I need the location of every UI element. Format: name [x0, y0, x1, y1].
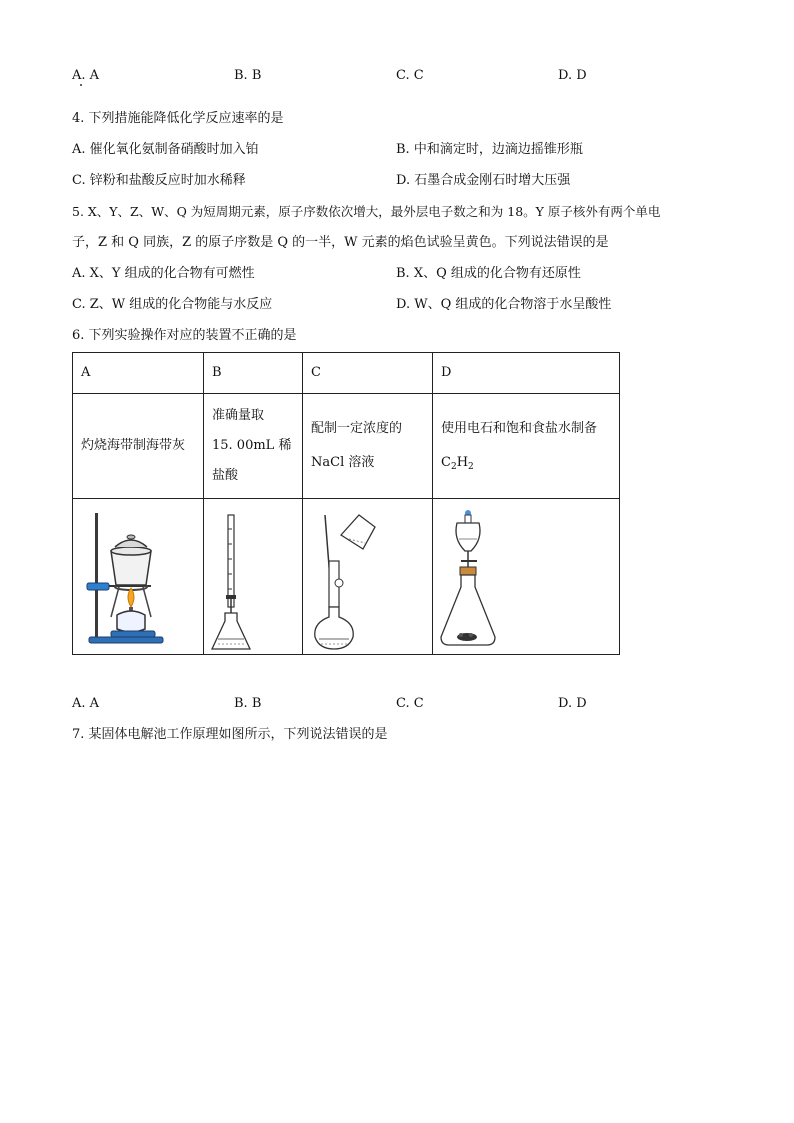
q6-option-a: A. A: [72, 696, 100, 711]
q5-option-d: D. W、Q 组成的化合物溶于水呈酸性: [396, 297, 612, 312]
formula-c-sub: 2: [450, 461, 457, 472]
formula-h-sub: 2: [468, 461, 474, 472]
q3-option-c: C. C: [396, 68, 424, 83]
q6-desc-a: [73, 394, 204, 499]
q6-apparatus-d: [433, 499, 620, 655]
q5-option-b: B. X、Q 组成的化合物有还原性: [396, 266, 581, 281]
q4-option-a: A. 催化氧化氨制备硝酸时加入铂: [72, 142, 259, 157]
q6-header-d: D: [433, 353, 620, 394]
q4-option-b: B. 中和滴定时，边滴边摇锥形瓶: [396, 142, 583, 157]
q4-option-d: D. 石墨合成金刚石时增大压强: [396, 173, 571, 188]
q6-apparatus-row: [73, 499, 620, 655]
volumetric-flask-icon: [303, 499, 432, 654]
q6-desc-d: [433, 394, 620, 499]
burette-flask-icon: [204, 499, 302, 654]
q3-option-a: A. A: [72, 68, 100, 83]
q6-header-row: [73, 353, 620, 394]
q3-options: [72, 68, 732, 84]
q6-desc-c-line2: NaCl 溶液: [311, 455, 375, 470]
q6-description-row: [73, 394, 620, 499]
formula-c: C: [441, 454, 451, 470]
q4-stem: 4. 下列措施能降低化学反应速率的是: [72, 111, 284, 126]
q5-option-a: A. X、Y 组成的化合物有可燃性: [72, 266, 255, 281]
q6-header-b: B: [204, 353, 303, 394]
q6-stem: 6. 下列实验操作对应的装置不正确的是: [72, 328, 297, 343]
q6-desc-b-line2: 15. 00mL 稀: [212, 438, 292, 453]
q3-option-d: D. D: [558, 68, 587, 83]
q6-options: [72, 696, 732, 712]
q6-apparatus-a: [73, 499, 204, 655]
q6-desc-d-text: 使用电石和饱和食盐水制备: [441, 420, 598, 436]
q6-apparatus-c: [303, 499, 433, 655]
q5-option-c: C. Z、W 组成的化合物能与水反应: [72, 297, 273, 312]
q7-stem: 7. 某固体电解池工作原理如图所示，下列说法错误的是: [72, 727, 388, 742]
q6-desc-b: [204, 394, 303, 499]
q6-desc-c: [303, 394, 433, 499]
q5-stem-line1: 5. X、Y、Z、W、Q 为短周期元素，原子序数依次增大，最外层电子数之和为 18。Y 原子核外有两个单电: [72, 204, 661, 219]
q6-desc-d-formula: [441, 446, 619, 481]
q5-stem-line2: 子，Z 和 Q 同族，Z 的原子序数是 Q 的一半，W 元素的焰色试验呈黄色。下列说法错误的是: [72, 235, 609, 250]
q6-desc-b-line3: 盐酸: [212, 468, 239, 483]
q6-desc-a-text: 灼烧海带制海带灰: [81, 438, 186, 453]
q6-option-d: D. D: [558, 696, 587, 711]
q6-header-c: C: [303, 353, 433, 394]
crucible-burning-apparatus-icon: [73, 499, 203, 654]
q6-apparatus-b: [204, 499, 303, 655]
q4-option-c: C. 锌粉和盐酸反应时加水稀释: [72, 173, 246, 188]
separatory-funnel-flask-icon: [433, 499, 619, 654]
q6-desc-b-line1: 准确量取: [212, 408, 265, 423]
q6-header-a: A: [73, 353, 204, 394]
q6-option-c: C. C: [396, 696, 424, 711]
q6-desc-c-line1: 配制一定浓度的: [311, 421, 403, 436]
formula-h: H: [456, 454, 469, 470]
q6-apparatus-table: [72, 352, 620, 655]
q6-option-b: B. B: [234, 696, 262, 711]
stray-dot: [80, 84, 82, 86]
q3-option-b: B. B: [234, 68, 262, 83]
